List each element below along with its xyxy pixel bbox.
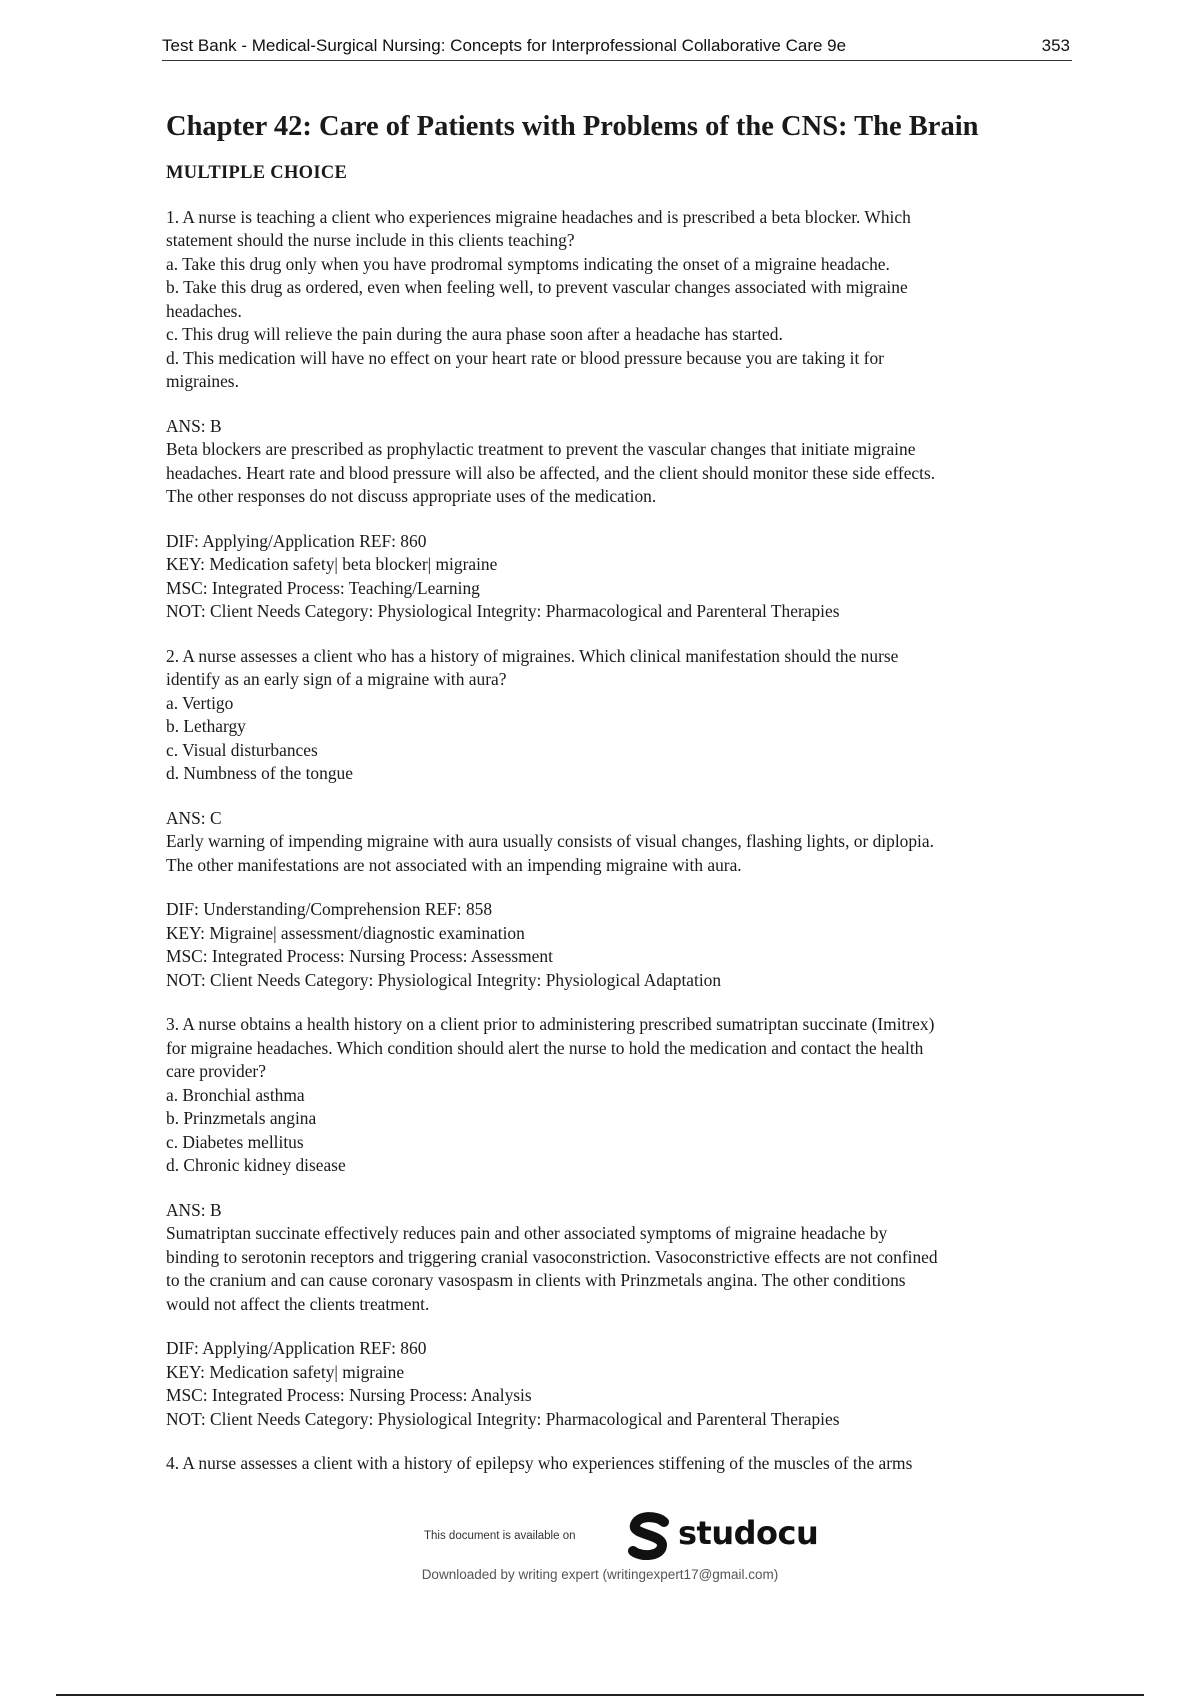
header-title: Test Bank - Medical-Surgical Nursing: Concepts for Interprofessional Collaborative Care 9e	[162, 36, 847, 55]
meta-msc: MSC: Integrated Process: Nursing Process: Analysis	[166, 1385, 532, 1405]
answer-rationale-1	[166, 415, 1076, 509]
downloaded-by-line: Downloaded by writing expert (writingexpert17@gmail.com)	[421, 1567, 779, 1582]
meta-not: NOT: Client Needs Category: Physiological Integrity: Physiological Adaptation	[166, 969, 722, 990]
page-number: 353	[1041, 36, 1070, 55]
answer-rationale-3	[166, 1199, 1076, 1317]
meta-dif: DIF: Applying/Application REF: 860	[166, 1338, 427, 1358]
answer-option: a. Vertigo	[166, 692, 234, 713]
studocu-logo-icon	[626, 1512, 672, 1560]
meta-not: NOT: Client Needs Category: Physiological Integrity: Pharmacological and Parenteral Therapies	[166, 601, 840, 621]
question-meta-2	[166, 898, 1076, 992]
answer-option: d. Numbness of the tongue	[166, 763, 353, 783]
question-stem-line: 3. A nurse obtains a health history on a client prior to administering prescribed sumatriptan succinate (Imitrex)	[166, 1014, 935, 1034]
answer-option: b. Take this drug as ordered, even when feeling well, to prevent vascular changes associated with migraine	[166, 277, 908, 297]
rationale-line: Early warning of impending migraine with aura usually consists of visual changes, flashing lights, or diplopia.	[166, 831, 934, 851]
rationale-line: Beta blockers are prescribed as prophylactic treatment to prevent the vascular changes that initiate migraine	[166, 439, 916, 459]
meta-key: KEY: Medication safety| migraine	[166, 1361, 405, 1382]
answer-option: c. Diabetes mellitus	[166, 1131, 304, 1152]
question-stem-line: 1. A nurse is teaching a client who experiences migraine headaches and is prescribed a beta blocker. Which	[166, 206, 911, 227]
answer-option: c. This drug will relieve the pain during the aura phase soon after a headache has started.	[166, 324, 783, 344]
rationale-line: would not affect the clients treatment.	[166, 1293, 430, 1314]
question-2-block	[166, 645, 1076, 786]
question-stem-line: for migraine headaches. Which condition should alert the nurse to hold the medication and contact the health	[166, 1037, 924, 1058]
rationale-line: The other responses do not discuss appropriate uses of the medication.	[166, 486, 657, 506]
answer-key: ANS: C	[166, 807, 222, 828]
question-stem-line: statement should the nurse include in this clients teaching?	[166, 230, 575, 250]
question-3-block	[166, 1013, 1076, 1178]
answer-option: d. Chronic kidney disease	[166, 1155, 346, 1175]
question-stem-line: care provider?	[166, 1061, 266, 1081]
question-1-block	[166, 206, 1076, 394]
chapter-title: Chapter 42: Care of Patients with Problems of the CNS: The Brain	[166, 111, 979, 142]
answer-key: ANS: B	[166, 415, 222, 436]
rationale-line: headaches. Heart rate and blood pressure will also be affected, and the client should monitor these side effects.	[166, 462, 936, 483]
studocu-badge[interactable]	[420, 1512, 840, 1560]
answer-option: a. Take this drug only when you have prodromal symptoms indicating the onset of a migraine headache.	[166, 253, 890, 274]
answer-option: c. Visual disturbances	[166, 739, 318, 760]
bottom-divider	[56, 1694, 1144, 1696]
meta-dif: DIF: Understanding/Comprehension REF: 858	[166, 899, 493, 919]
answer-option: b. Lethargy	[166, 716, 246, 736]
question-4-block	[166, 1452, 1076, 1476]
meta-msc: MSC: Integrated Process: Nursing Process: Assessment	[166, 946, 553, 966]
question-meta-1	[166, 530, 1076, 624]
meta-msc: MSC: Integrated Process: Teaching/Learning	[166, 577, 480, 598]
page-content	[166, 110, 1076, 1497]
running-header	[162, 36, 1072, 61]
rationale-line: to the cranium and can cause coronary vasospasm in clients with Prinzmetals angina. The other conditions	[166, 1270, 906, 1290]
answer-option: a. Bronchial asthma	[166, 1084, 305, 1105]
answer-option: migraines.	[166, 371, 239, 391]
rationale-line: binding to serotonin receptors and triggering cranial vasoconstriction. Vasoconstrictive effects are not confined	[166, 1246, 938, 1267]
section-heading: MULTIPLE CHOICE	[166, 163, 348, 183]
meta-key: KEY: Medication safety| beta blocker| migraine	[166, 554, 498, 574]
studocu-logo-wordmark: studocu	[678, 1514, 819, 1552]
meta-dif: DIF: Applying/Application REF: 860	[166, 530, 427, 551]
answer-key: ANS: B	[166, 1199, 222, 1220]
rationale-line: Sumatriptan succinate effectively reduces pain and other associated symptoms of migraine headache by	[166, 1223, 888, 1243]
question-stem-line: identify as an early sign of a migraine with aura?	[166, 669, 507, 689]
answer-rationale-2	[166, 807, 1076, 878]
available-on-label: This document is available on	[424, 1530, 576, 1542]
answer-option: d. This medication will have no effect on your heart rate or blood pressure because you are taking it for	[166, 347, 884, 368]
question-stem-line: 4. A nurse assesses a client with a history of epilepsy who experiences stiffening of the muscles of the arms	[166, 1453, 913, 1473]
rationale-line: The other manifestations are not associated with an impending migraine with aura.	[166, 854, 742, 875]
question-stem-line: 2. A nurse assesses a client who has a history of migraines. Which clinical manifestation should the nurse	[166, 645, 899, 666]
meta-not: NOT: Client Needs Category: Physiological Integrity: Pharmacological and Parenteral Therapies	[166, 1408, 840, 1429]
answer-option: b. Prinzmetals angina	[166, 1108, 317, 1128]
question-meta-3	[166, 1337, 1076, 1431]
answer-option: headaches.	[166, 300, 242, 321]
meta-key: KEY: Migraine| assessment/diagnostic examination	[166, 922, 525, 943]
